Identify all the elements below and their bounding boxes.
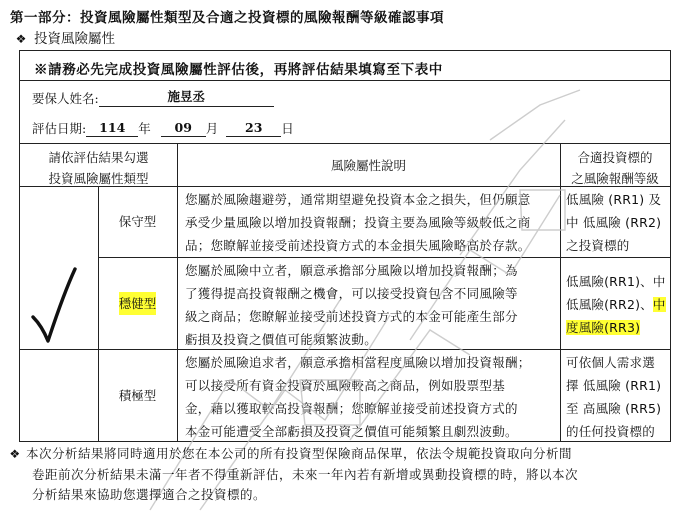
- footer-text: 本次分析結果將同時適用於您在本公司的所有投資型保險商品保單，依法令規範投資取向分析間: [26, 446, 573, 461]
- type-conservative: 保守型: [118, 214, 157, 229]
- level-line: [566, 293, 670, 316]
- year-unit: 年: [138, 121, 151, 136]
- divider: [20, 80, 670, 81]
- level-line: 擇 低風險 (RR1): [566, 378, 662, 393]
- diamond-bullet-icon: ❖: [9, 447, 21, 461]
- section-subtitle: [14, 27, 115, 47]
- desc-line: 可以接受所有資金投資於風險較高之商品，例如股票型基: [185, 378, 506, 393]
- level-text: 低風險(RR2)、: [566, 297, 653, 312]
- level-line: 低風險 (RR1) 及: [566, 192, 662, 207]
- footer-line: [8, 444, 678, 465]
- desc-line: 您屬於風險追求者，願意承擔相當程度風險以增加投資報酬；: [185, 355, 531, 370]
- level-line: 至 高風險 (RR5): [566, 401, 662, 416]
- header-right-line1: 合適投資標的: [577, 150, 653, 165]
- date-month-field[interactable]: 09: [161, 120, 206, 137]
- header-left-line1: 請依評估結果勾選: [48, 150, 149, 165]
- desc-aggressive: [185, 351, 557, 443]
- level-line: 可依個人需求選: [566, 355, 655, 370]
- desc-line: 級之商品；您瞭解並接受前述投資方式的本金可能產生部分: [185, 309, 518, 324]
- level-line: 之投資標的: [566, 238, 630, 253]
- level-text-highlight: 度風險(RR3): [566, 320, 641, 335]
- date-day-field[interactable]: 23: [226, 120, 281, 137]
- header-right: [560, 147, 670, 189]
- level-line: 中 低風險 (RR2): [566, 215, 662, 230]
- level-conservative: [566, 188, 668, 257]
- table-top-border: [20, 143, 670, 144]
- form-notice: ※請務必先完成投資風險屬性評估後，再將評估結果填寫至下表中: [34, 62, 443, 78]
- level-aggressive: [566, 351, 668, 443]
- desc-line: 本金可能遭受全部虧損及投資之價值可能頻繁且劇烈波動。: [185, 424, 518, 439]
- level-balanced: [566, 270, 670, 339]
- row-divider-1: [98, 257, 670, 258]
- diamond-bullet-icon: ❖: [15, 32, 27, 46]
- check-mark-icon: [30, 265, 78, 347]
- desc-line: 了獲得提高投資報酬之機會，可以接受投資包含不同風險等: [185, 286, 518, 301]
- date-row: [32, 119, 294, 137]
- footer-line: 分析結果來協助您選擇適合之投資標的。: [32, 487, 267, 502]
- col-divider-2: [177, 143, 178, 441]
- header-left-line2: 投資風險屬性類型: [48, 171, 149, 186]
- applicant-label: 要保人姓名:: [32, 91, 99, 106]
- subtitle-text: 投資風險屬性: [34, 31, 115, 47]
- day-unit: 日: [281, 121, 294, 136]
- applicant-name-field[interactable]: 施昱丞: [99, 87, 274, 107]
- header-left: [20, 147, 177, 189]
- risk-form: [19, 50, 671, 442]
- desc-line: 您屬於風險趨避勞，通常期望避免投資本金之損失，但仍願意: [185, 192, 531, 207]
- desc-balanced: [185, 259, 557, 351]
- section-title: 第一部分：投資風險屬性類型及合適之投資標的風險報酬等級確認事項: [10, 10, 444, 26]
- month-unit: 月: [205, 121, 219, 136]
- level-line: 的任何投資標的: [566, 424, 655, 439]
- desc-line: 品；您瞭解並接受前述投資方式的本金損失風險略高於存款。: [185, 238, 531, 253]
- header-right-line2: 之風險報酬等級: [571, 171, 659, 186]
- desc-conservative: [185, 188, 557, 257]
- header-mid: 風險屬性說明: [330, 158, 406, 173]
- type-balanced-cell: [98, 257, 177, 349]
- footer-line: 卷距前次分析結果未滿一年者不得重新評估，未來一年內若有新增或異動投資標的時，將以本次: [32, 466, 579, 482]
- applicant-row: [32, 87, 274, 107]
- desc-line: 金，藉以獲取較高投資報酬；您瞭解並接受前述投資方式的: [185, 401, 518, 416]
- level-line: 低風險(RR1)、中: [566, 274, 666, 289]
- desc-line: 您屬於風險中立者，願意承擔部分風險以增加投資報酬；為: [185, 263, 518, 278]
- desc-line: 承受少量風險以增加投資報酬；投資主要為風險等級較低之商: [185, 215, 531, 230]
- date-year-field[interactable]: 114: [86, 120, 138, 137]
- level-text-highlight: 中: [652, 297, 666, 312]
- type-aggressive: 積極型: [118, 387, 157, 403]
- type-balanced: 穩健型: [119, 292, 157, 315]
- footer-note: [8, 444, 678, 506]
- desc-line: 虧損及投資之價值可能頻繁波動。: [185, 332, 378, 347]
- date-label: 評估日期:: [32, 121, 87, 136]
